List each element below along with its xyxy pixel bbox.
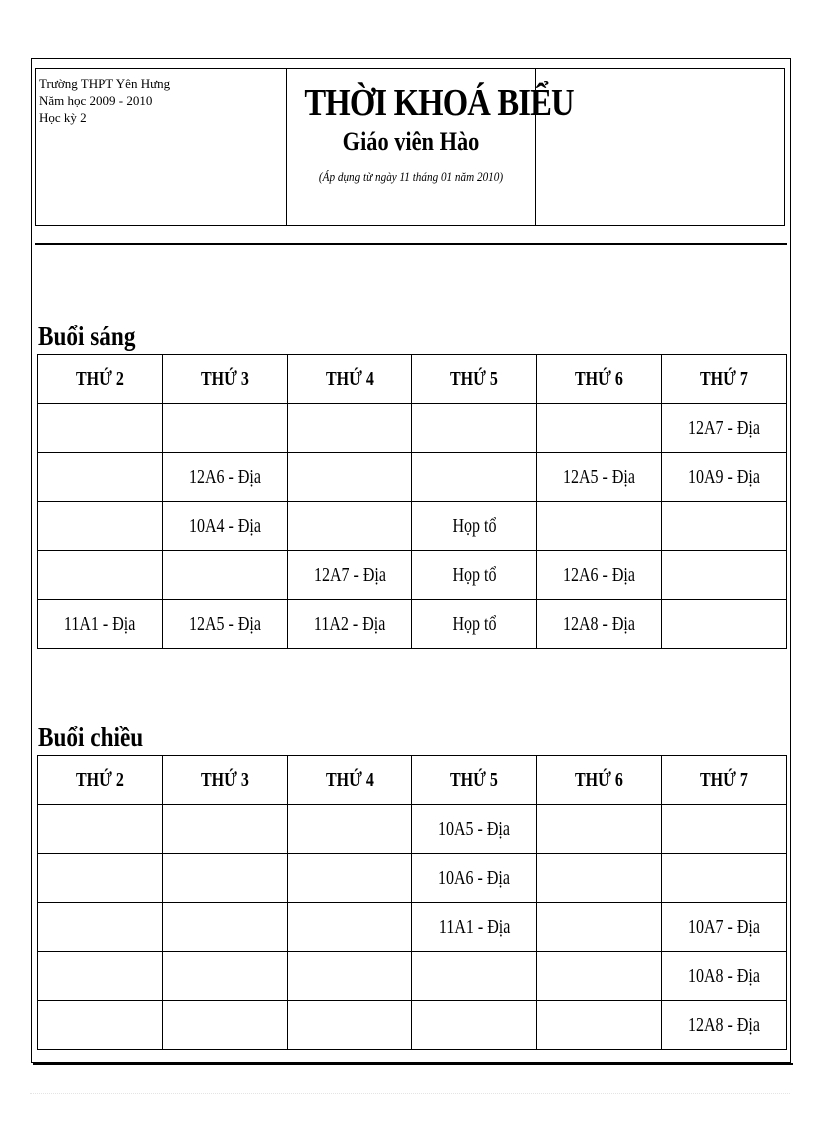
schedule-cell: 12A7 - Địa [662,404,787,453]
schedule-cell [287,1001,412,1050]
school-info [36,69,286,225]
schedule-cell: 10A6 - Địa [412,854,537,903]
day-header: THỨ 2 [38,756,163,805]
schedule-cell [537,1001,662,1050]
schedule-cell [38,903,163,952]
schedule-cell [287,854,412,903]
schedule-cell: 10A5 - Địa [412,805,537,854]
schedule-cell [38,551,163,600]
afternoon-header-row [38,756,787,805]
table-row [38,1001,787,1050]
schedule-cell [537,903,662,952]
schedule-cell [38,404,163,453]
schedule-cell [287,453,412,502]
schedule-cell: 11A2 - Địa [287,600,412,649]
schedule-cell: 11A1 - Địa [412,903,537,952]
schedule-cell [287,952,412,1001]
header-empty-cell [536,69,784,225]
afternoon-timetable [37,755,787,1050]
table-row [38,551,787,600]
schedule-cell [662,805,787,854]
schedule-cell [537,854,662,903]
applied-date: (Áp dụng từ ngày 11 tháng 01 năm 2010) [318,169,504,184]
schedule-cell [537,502,662,551]
schedule-cell: Họp tổ [412,502,537,551]
schedule-cell: 10A8 - Địa [662,952,787,1001]
schedule-cell [662,600,787,649]
table-row [38,805,787,854]
schedule-cell: 12A8 - Địa [662,1001,787,1050]
schedule-cell [287,502,412,551]
day-header: THỨ 5 [412,355,537,404]
schedule-cell [412,1001,537,1050]
morning-timetable [37,354,787,649]
schedule-cell [162,805,287,854]
schedule-cell: 12A7 - Địa [287,551,412,600]
day-header: THỨ 3 [162,355,287,404]
schedule-cell [412,404,537,453]
title-block [286,69,574,225]
schedule-cell [662,854,787,903]
afternoon-title: Buổi chiều [38,722,144,752]
schedule-cell: 10A4 - Địa [162,502,287,551]
schedule-cell [537,805,662,854]
day-header: THỨ 5 [412,756,537,805]
schedule-cell [662,502,787,551]
schedule-cell: 12A6 - Địa [537,551,662,600]
table-row [38,404,787,453]
school-year: Năm học 2009 - 2010 [39,93,153,108]
morning-header-row [38,355,787,404]
schedule-cell: 11A1 - Địa [38,600,163,649]
teacher-name: Giáo viên Hào [342,127,480,156]
schedule-cell [162,903,287,952]
page-title: THỜI KHOÁ BIỂU [304,82,574,124]
table-row [38,600,787,649]
table-row [38,952,787,1001]
schedule-cell [287,903,412,952]
schedule-cell [287,404,412,453]
day-header: THỨ 6 [537,756,662,805]
schedule-cell [162,952,287,1001]
schedule-cell [38,805,163,854]
schedule-cell: 12A8 - Địa [537,600,662,649]
schedule-cell [162,404,287,453]
schedule-cell [38,854,163,903]
schedule-cell [537,404,662,453]
schedule-cell [662,551,787,600]
schedule-cell [537,952,662,1001]
day-header: THỨ 7 [662,756,787,805]
day-header: THỨ 2 [38,355,163,404]
day-header: THỨ 4 [287,355,412,404]
day-header: THỨ 6 [537,355,662,404]
schedule-cell: 10A9 - Địa [662,453,787,502]
semester: Học kỳ 2 [39,110,87,125]
table-row [38,453,787,502]
schedule-cell: 10A7 - Địa [662,903,787,952]
morning-title: Buổi sáng [38,321,136,351]
schedule-cell [38,952,163,1001]
schedule-cell: 12A6 - Địa [162,453,287,502]
schedule-cell [162,551,287,600]
table-row [38,903,787,952]
schedule-cell [38,1001,163,1050]
day-header: THỨ 7 [662,355,787,404]
header-box [35,68,785,226]
schedule-cell: 12A5 - Địa [162,600,287,649]
header-rule [35,243,787,245]
schedule-cell: Họp tổ [412,600,537,649]
schedule-cell: 12A5 - Địa [537,453,662,502]
day-header: THỨ 3 [162,756,287,805]
table-row [38,854,787,903]
schedule-cell [38,453,163,502]
page-bottom-divider [30,1093,790,1095]
schedule-cell [412,952,537,1001]
schedule-cell [412,453,537,502]
schedule-cell [38,502,163,551]
table-row [38,502,787,551]
schedule-cell [287,805,412,854]
schedule-cell [162,1001,287,1050]
schedule-cell [162,854,287,903]
schedule-cell: Họp tổ [412,551,537,600]
school-name: Trường THPT Yên Hưng [39,76,171,91]
day-header: THỨ 4 [287,756,412,805]
